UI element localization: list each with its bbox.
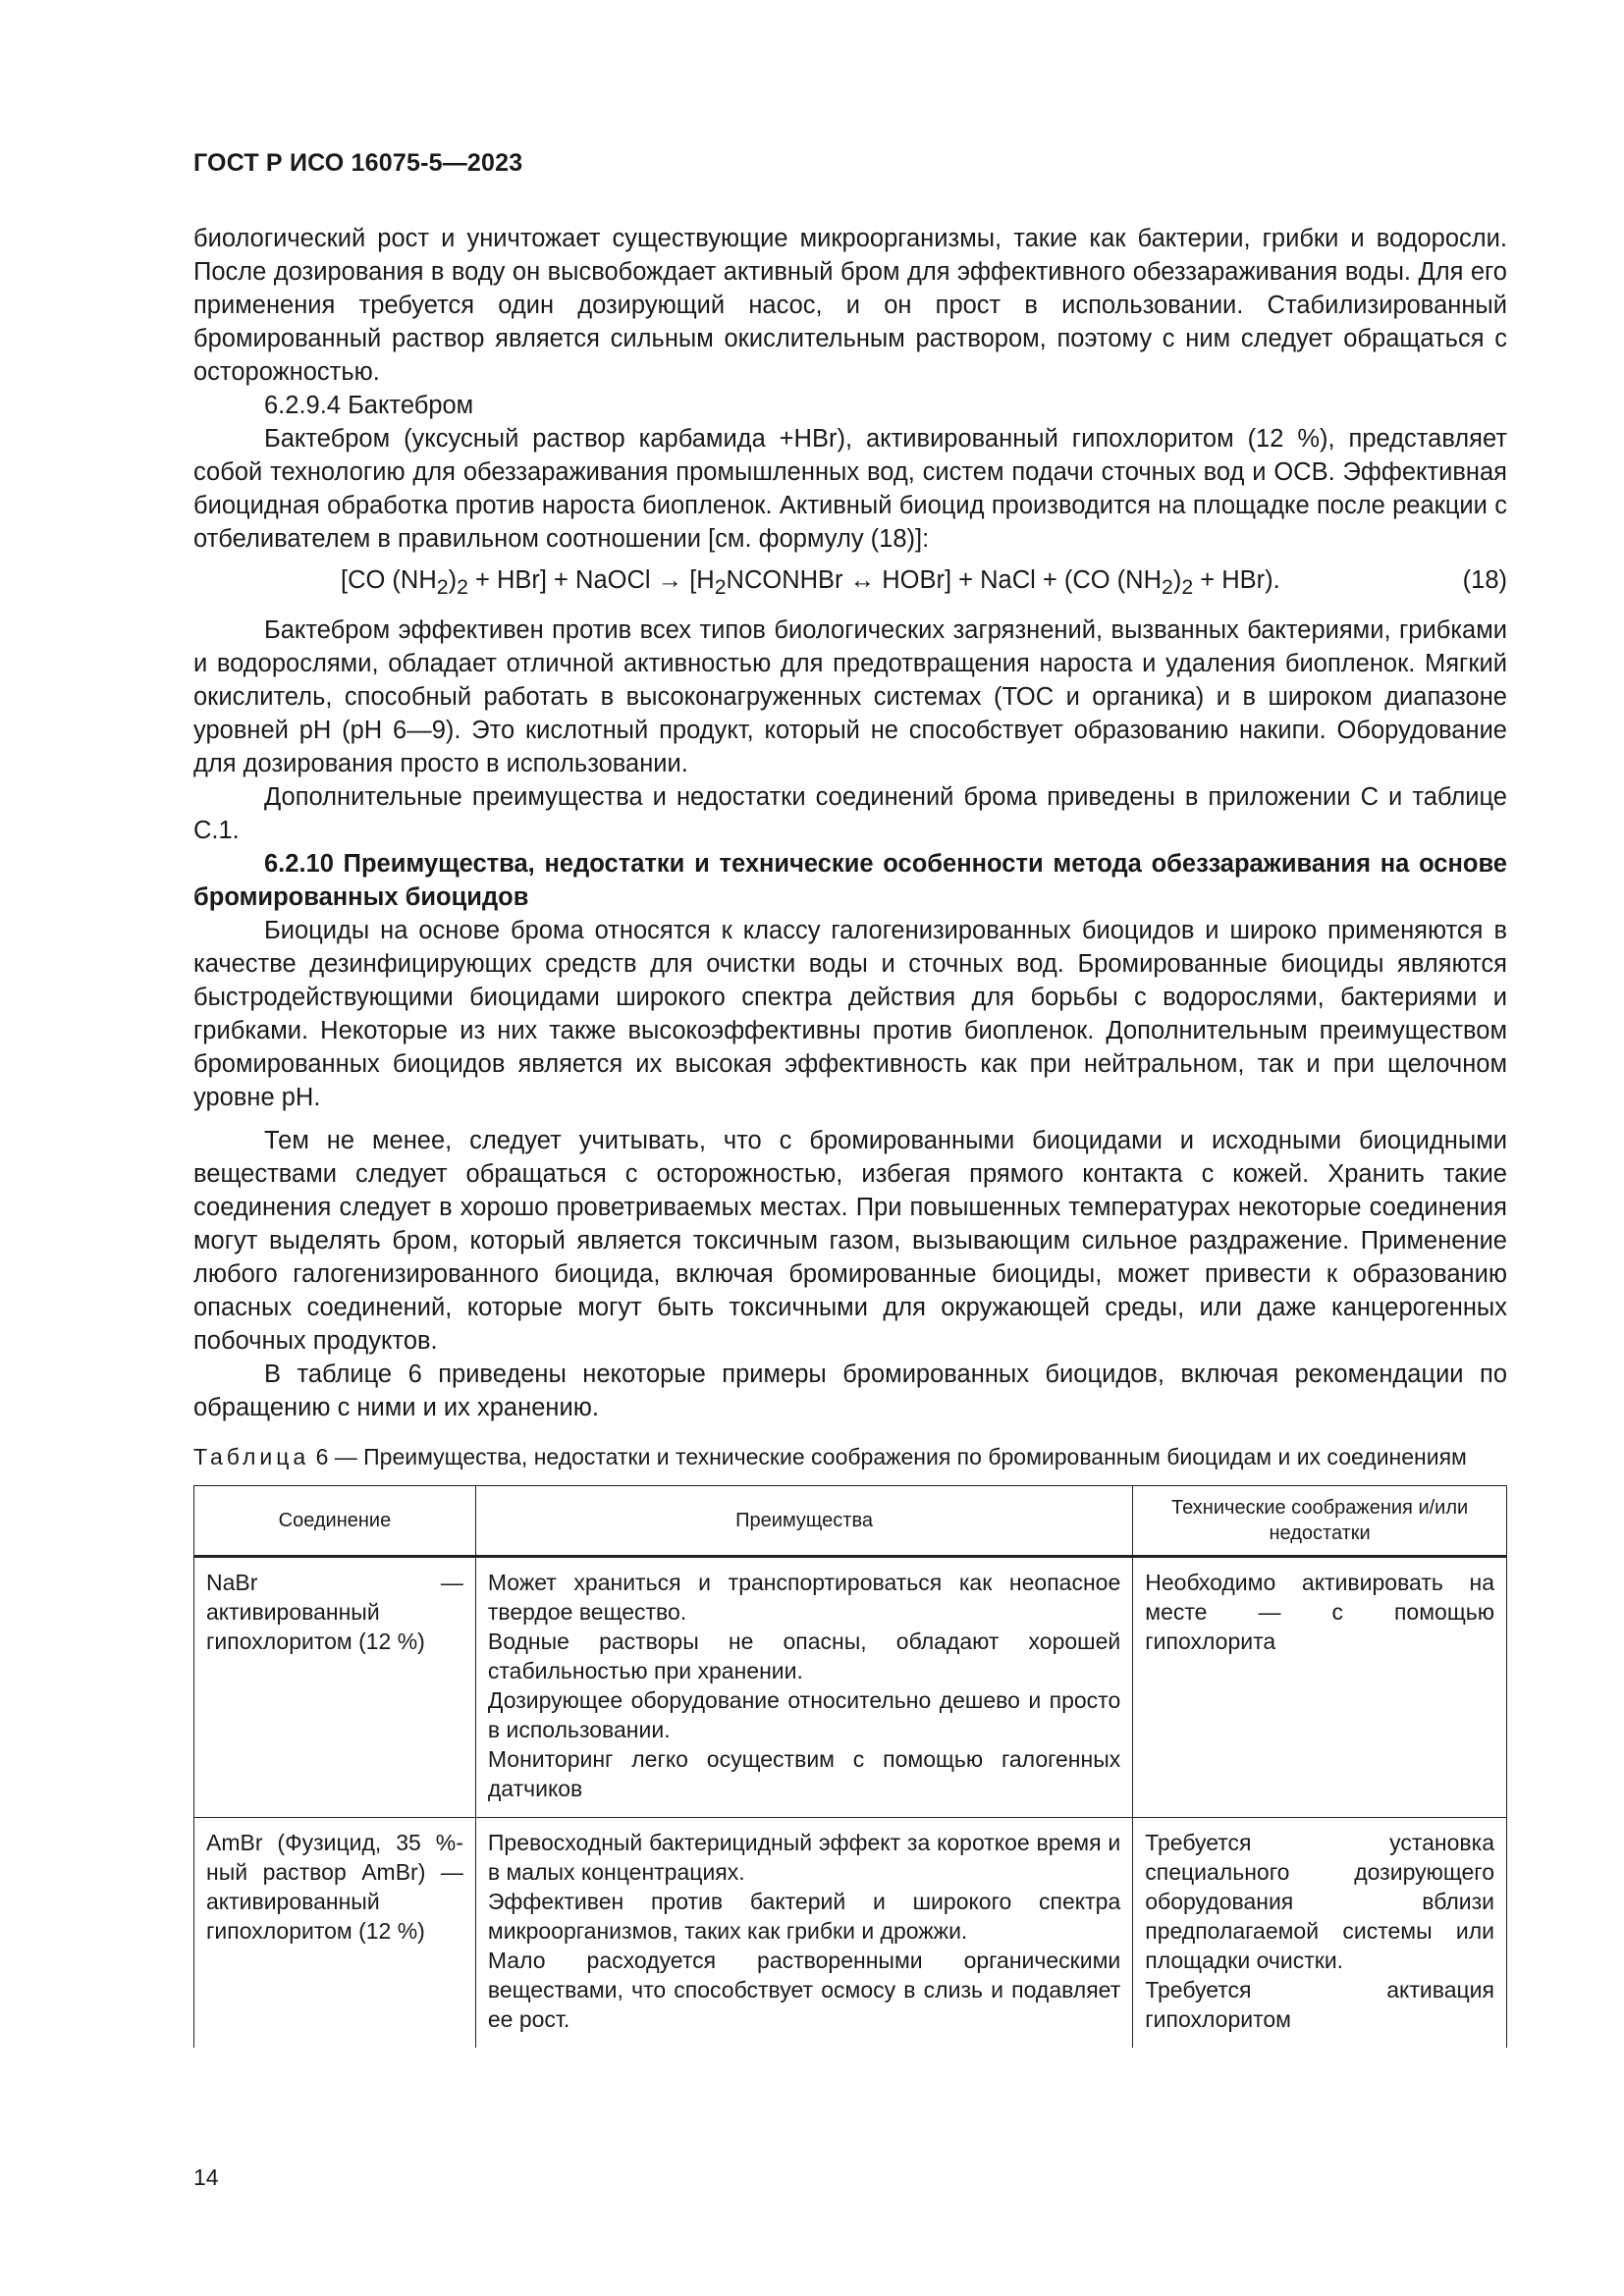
table-row: [194, 1557, 1507, 1818]
paragraph: Дополнительные преимущества и недостатки соединений брома приведены в приложении C и таблице C.1.: [193, 783, 1507, 845]
header-considerations: Технические соображения и/или недостатки: [1133, 1486, 1507, 1557]
advantage-item: Мало расходуется растворенными органическими веществами, что способствует осмосу в слизь и подавляет ее рост.: [487, 1948, 1121, 2033]
header-advantages: Преимущества: [475, 1486, 1132, 1557]
advantage-item: Превосходный бактерицидный эффект за короткое время и в малых концентрациях.: [487, 1830, 1121, 1886]
cell-compound: NaBr — активированный гипохлоритом (12 %): [194, 1557, 476, 1818]
paragraph: биологический рост и уничтожает существующие микроорганизмы, такие как бактерии, грибки и водоросли. После дозирования в воду он высвобождает активный бром для эффективного обеззараживания воды. Для его применения требуется один дозирующий насос, и он прост в использовании. Стабилизированный бромированный раствор является сильным окислительным раствором, поэтому с ним следует обращаться с осторожностью.: [193, 225, 1507, 386]
formula-expression: [CO $(NH_2)_2 + HBr$] + NaOCl → [$H_2NCONHBr$ ↔ HOBr] + NaCl + (CO $(NH_2)_2 + HBr$).: [341, 566, 1280, 600]
paragraph: В таблице 6 приведены некоторые примеры бромированных биоцидов, включая рекомендации по обращению с ними и их хранению.: [193, 1361, 1507, 1422]
consideration-item: Требуется установка специального дозирующего оборудования вблизи предполагаемой системы или площадки очистки.: [1145, 1830, 1494, 1974]
formula-18: [193, 563, 1507, 604]
consideration-item: Необходимо активировать на месте — с помощью гипохлорита: [1145, 1570, 1494, 1655]
page-number: 14: [193, 2164, 219, 2190]
advantage-item: Дозирующее оборудование относительно дешево и просто в использовании.: [487, 1687, 1121, 1743]
paragraph: Биоциды на основе брома относятся к классу галогенизированных биоцидов и широко применяются в качестве дезинфицирующих средств для очистки воды и сточных вод. Бромированные биоциды являются быстродействующими биоцидами широкого спектра действия для борьбы с водорослями, бактериями и грибками. Некоторые из них также высокоэффективны против биопленок. Дополнительным преимуществом бромированных биоцидов является их высокая эффективность как при нейтральном, так и при щелочном уровне pH.: [193, 917, 1507, 1112]
biocides-table: [193, 1485, 1507, 2048]
table-header-row: [194, 1486, 1507, 1557]
paragraph: Тем не менее, следует учитывать, что с бромированными биоцидами и исходными биоцидными веществами следует обращаться с осторожностью, избегая прямого контакта с кожей. Хранить такие соединения следует в хорошо проветриваемых местах. При повышенных температурах некоторые соединения могут выделять бром, который является токсичным газом, вызывающим сильное раздражение. Применение любого галогенизированного биоцида, включая бромированные биоциды, может привести к образованию опасных соединений, которые могут быть токсичными для окружающей среды, или даже канцерогенных побочных продуктов.: [193, 1127, 1507, 1356]
consideration-item: Требуется активация гипохлоритом: [1145, 1977, 1494, 2033]
table-caption: [193, 1442, 1507, 1471]
cell-advantages: [475, 1818, 1132, 2049]
advantage-item: Эффективен против бактерий и широкого спектра микроорганизмов, таких как грибки и дрожжи.: [487, 1889, 1121, 1945]
section-title: 6.2.10 Преимущества, недостатки и технические особенности метода обеззараживания на основе бромированных биоцидов: [193, 850, 1507, 912]
document-body: [193, 222, 1507, 2048]
cell-considerations: [1133, 1818, 1507, 2049]
document-header: ГОСТ Р ИСО 16075-5—2023: [193, 149, 523, 177]
subsection-heading: 6.2.9.4 Бактебром: [264, 392, 474, 419]
advantage-item: Может храниться и транспортироваться как неопасное твердое вещество.: [487, 1570, 1121, 1626]
table-row: [194, 1818, 1507, 2049]
formula-number: (18): [1462, 566, 1507, 594]
table-caption-text: 6 — Преимущества, недостатки и технические соображения по бромированным биоцидам и их соединениям: [309, 1444, 1467, 1470]
paragraph: Бактебром (уксусный раствор карбамида +HBr), активированный гипохлоритом (12 %), представляет собой технологию для обеззараживания промышленных вод, систем подачи сточных вод и ОСВ. Эффективная биоцидная обработка против нароста биопленок. Активный биоцид производится на площадке после реакции с отбеливателем в правильном соотношении [см. формулу (18)]:: [193, 425, 1507, 553]
cell-advantages: [475, 1557, 1132, 1818]
paragraph: Бактебром эффективен против всех типов биологических загрязнений, вызванных бактериями, грибками и водорослями, обладает отличной активностью для предотвращения нароста и удаления биопленок. Мягкий окислитель, способный работать в высоконагруженных системах (ТОС и органика) и в широком диапазоне уровней pH (pH 6—9). Это кислотный продукт, который не способствует образованию накипи. Оборудование для дозирования просто в использовании.: [193, 616, 1507, 778]
cell-compound: AmBr (Фузицид, 35 %-ный раствор AmBr) — активированный гипохлоритом (12 %): [194, 1818, 476, 2049]
advantage-item: Мониторинг легко осуществим с помощью галогенных датчиков: [487, 1746, 1121, 1802]
header-compound: Соединение: [194, 1486, 476, 1557]
table-caption-label: Таблица: [193, 1444, 310, 1470]
cell-considerations: [1133, 1557, 1507, 1818]
advantage-item: Водные растворы не опасны, обладают хорошей стабильностью при хранении.: [487, 1629, 1121, 1684]
